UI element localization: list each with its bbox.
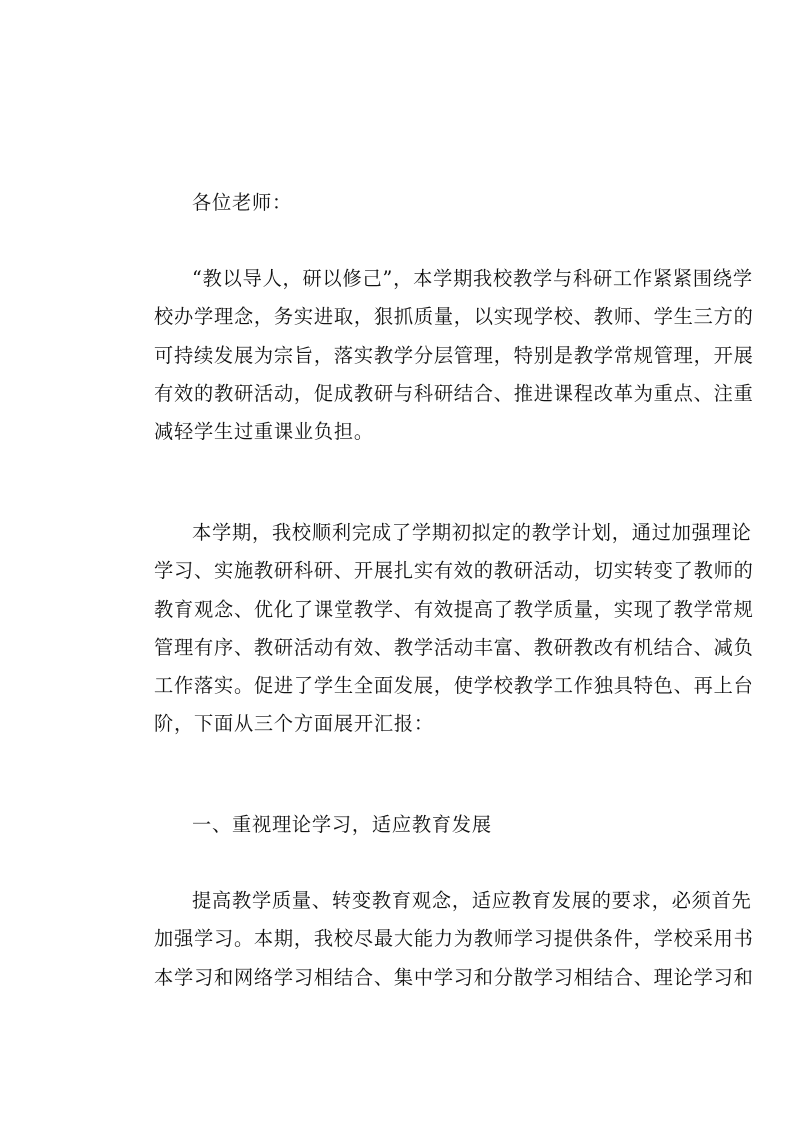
paragraph-line: 减轻学生过重课业负担。: [154, 420, 374, 444]
paragraph-line: 本学期，我校顺利完成了学期初拟定的教学计划，通过加强理论: [192, 521, 752, 544]
salutation: [116, 184, 678, 222]
paragraph-line: 可持续发展为宗旨，落实教学分层管理，特别是教学常规管理，开展: [154, 343, 754, 367]
summary-paragraph: [116, 514, 754, 744]
paragraph-line: 学习、实施教研科研、开展扎实有效的教研活动，切实转变了教师的: [154, 559, 754, 583]
section-heading: [116, 806, 678, 844]
paragraph-line: 本学习和网络学习相结合、集中学习和分散学习相结合、理论学习和: [154, 965, 754, 989]
paragraph-line: 提高教学质量、转变教育观念，适应教育发展的要求，必须首先: [192, 889, 752, 912]
paragraph-line: 加强学习。本期，我校尽最大能力为教师学习提供条件，学校采用书: [154, 927, 754, 951]
paragraph-line: 管理有序、教研活动有效、教学活动丰富、教研教改有机结合、减负: [154, 635, 754, 659]
paragraph-line: “教以导人，研以修己”，本学期我校教学与科研工作紧紧围绕学: [192, 267, 753, 290]
paragraph-line: 校办学理念，务实进取，狠抓质量，以实现学校、教师、学生三方的: [154, 305, 754, 329]
paragraph-line: 工作落实。促进了学生全面发展，使学校教学工作独具特色、再上台: [154, 674, 754, 698]
section-heading-text: 一、重视理论学习，适应教育发展: [192, 813, 492, 836]
paragraph-line: 教育观念、优化了课堂教学、有效提高了教学质量，实现了教学常规: [154, 597, 754, 621]
paragraph-line: 有效的教研活动，促成教研与科研结合、推进课程改革为重点、注重: [154, 381, 754, 405]
section-paragraph: [116, 882, 754, 997]
salutation-text: 各位老师：: [192, 191, 292, 214]
intro-paragraph: [116, 260, 754, 451]
paragraph-line: 阶，下面从三个方面展开汇报：: [154, 712, 434, 736]
